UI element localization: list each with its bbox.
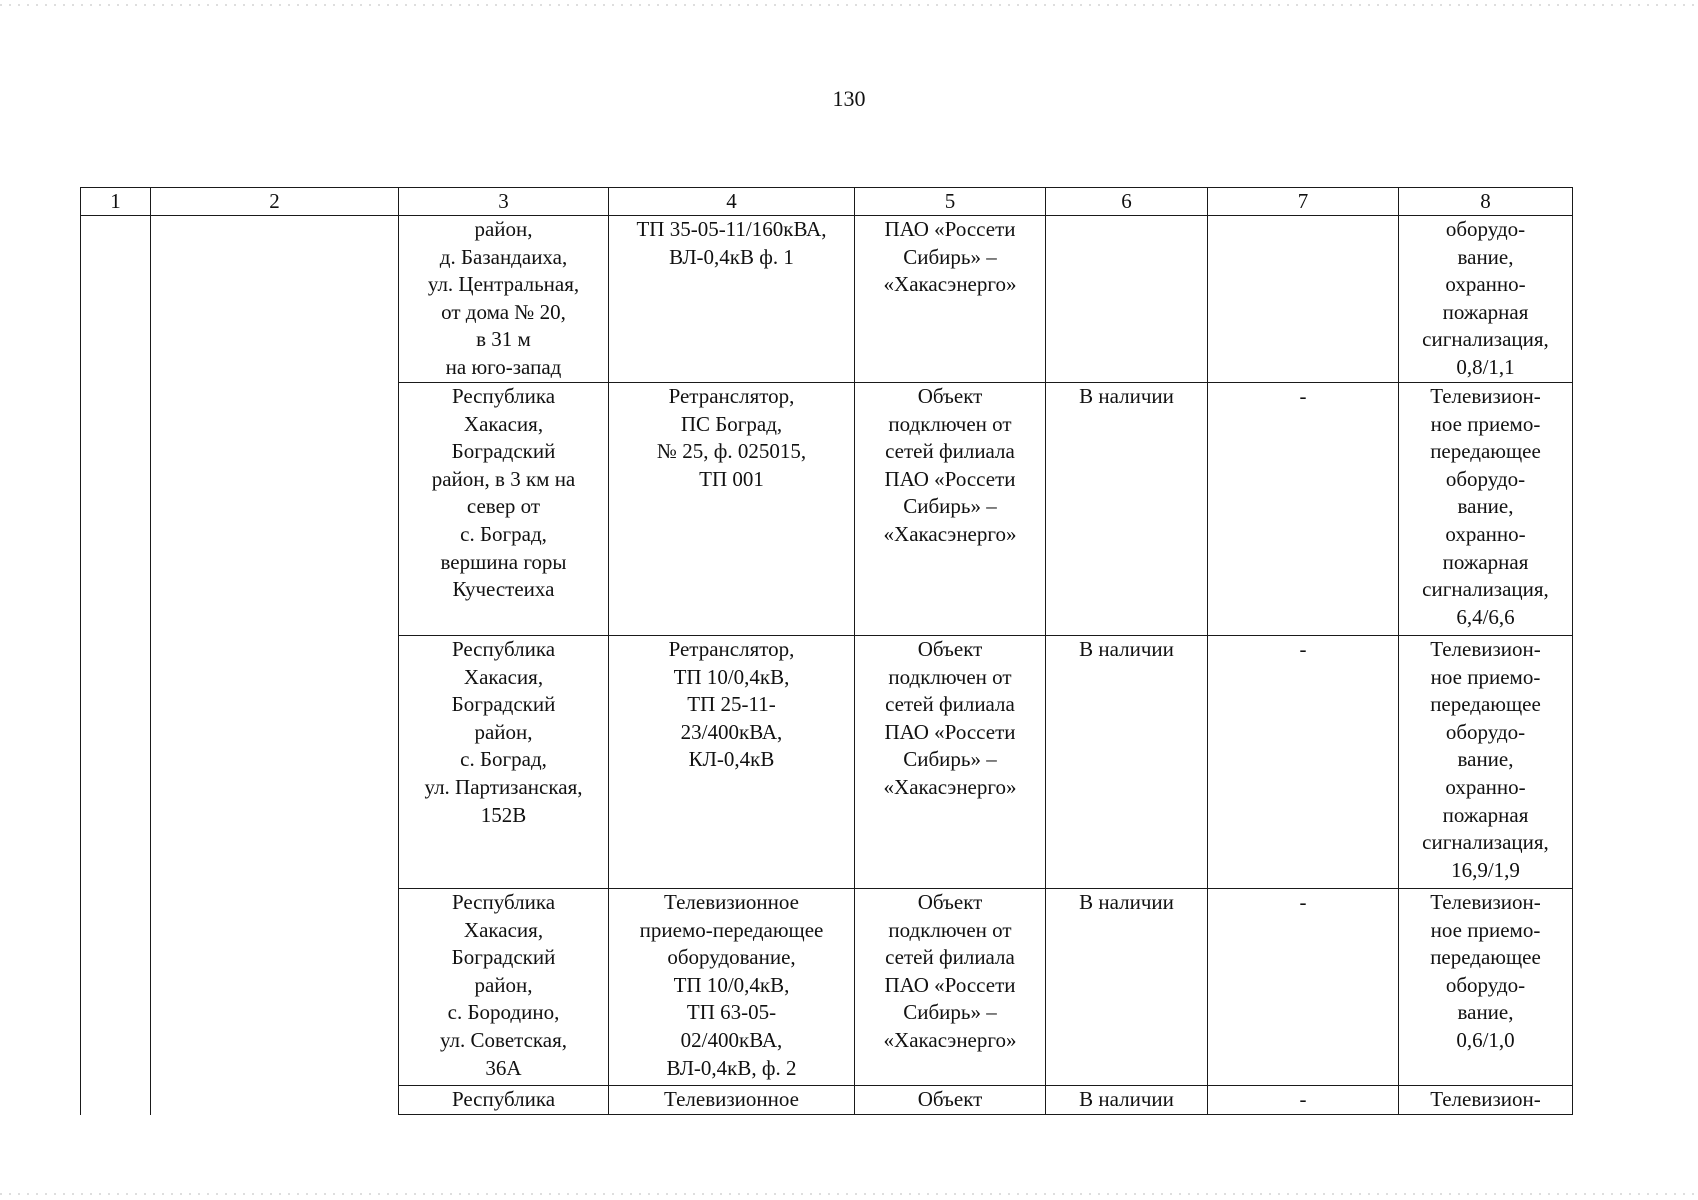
connection-point-cell: Ретранслятор, ТП 10/0,4кВ, ТП 25-11- 23/400кВА, КЛ-0,4кВ (609, 636, 855, 889)
row-number-cell (81, 216, 151, 383)
table-row (81, 889, 1573, 1086)
availability-cell: В наличии (1046, 383, 1208, 636)
network-owner-cell: ПАО «Россети Сибирь» – «Хакасэнерго» (855, 216, 1046, 383)
registry-table (80, 187, 1573, 1115)
row-number-cell (81, 383, 151, 636)
address-cell: Республика Хакасия, Боградский район, с. Бородино, ул. Советская, 36А (399, 889, 609, 1086)
object-name-cell (151, 889, 399, 1086)
equipment-cell: Телевизион- ное приемо- передающее оборудо- вание, 0,6/1,0 (1399, 889, 1573, 1086)
address-cell: Республика (399, 1086, 609, 1115)
table-row (81, 383, 1573, 636)
row-number-cell (81, 889, 151, 1086)
network-owner-cell: Объект подключен от сетей филиала ПАО «Россети Сибирь» – «Хакасэнерго» (855, 383, 1046, 636)
header-col-6: 6 (1046, 188, 1208, 216)
table-row (81, 636, 1573, 889)
equipment-cell: Телевизион- ное приемо- передающее оборудо- вание, охранно- пожарная сигнализация, 6,4/6,6 (1399, 383, 1573, 636)
connection-point-cell: ТП 35-05-11/160кВА, ВЛ-0,4кВ ф. 1 (609, 216, 855, 383)
address-cell: Республика Хакасия, Боградский район, в 3 км на север от с. Боград, вершина горы Кучестеиха (399, 383, 609, 636)
connection-point-cell: Ретранслятор, ПС Боград, № 25, ф. 025015, ТП 001 (609, 383, 855, 636)
row-number-cell (81, 636, 151, 889)
equipment-cell: Телевизион- ное приемо- передающее оборудо- вание, охранно- пожарная сигнализация, 16,9/1,9 (1399, 636, 1573, 889)
availability-cell (1046, 216, 1208, 383)
equipment-cell: Телевизион- (1399, 1086, 1573, 1115)
page-number: 130 (832, 86, 866, 111)
equipment-cell: оборудо- вание, охранно- пожарная сигнализация, 0,8/1,1 (1399, 216, 1573, 383)
scan-noise-bottom (0, 1193, 1698, 1195)
network-owner-cell: Объект (855, 1086, 1046, 1115)
header-col-5: 5 (855, 188, 1046, 216)
header-col-8: 8 (1399, 188, 1573, 216)
address-cell: район, д. Базандаиха, ул. Центральная, от дома № 20, в 31 м на юго-запад (399, 216, 609, 383)
col7-cell: - (1208, 889, 1399, 1086)
address-cell: Республика Хакасия, Боградский район, с. Боград, ул. Партизанская, 152В (399, 636, 609, 889)
header-col-2: 2 (151, 188, 399, 216)
col7-cell: - (1208, 1086, 1399, 1115)
connection-point-cell: Телевизионное приемо-передающее оборудование, ТП 10/0,4кВ, ТП 63-05- 02/400кВА, ВЛ-0,4кВ, ф. 2 (609, 889, 855, 1086)
connection-point-cell: Телевизионное (609, 1086, 855, 1115)
availability-cell: В наличии (1046, 889, 1208, 1086)
network-owner-cell: Объект подключен от сетей филиала ПАО «Россети Сибирь» – «Хакасэнерго» (855, 889, 1046, 1086)
object-name-cell (151, 1086, 399, 1115)
header-row (81, 188, 1573, 216)
network-owner-cell: Объект подключен от сетей филиала ПАО «Россети Сибирь» – «Хакасэнерго» (855, 636, 1046, 889)
header-col-3: 3 (399, 188, 609, 216)
header-col-1: 1 (81, 188, 151, 216)
object-name-cell (151, 216, 399, 383)
col7-cell (1208, 216, 1399, 383)
table-row (81, 1086, 1573, 1115)
availability-cell: В наличии (1046, 636, 1208, 889)
table-row (81, 216, 1573, 383)
col7-cell: - (1208, 383, 1399, 636)
object-name-cell (151, 383, 399, 636)
availability-cell: В наличии (1046, 1086, 1208, 1115)
header-col-7: 7 (1208, 188, 1399, 216)
row-number-cell (81, 1086, 151, 1115)
object-name-cell (151, 636, 399, 889)
col7-cell: - (1208, 636, 1399, 889)
scan-noise-top (0, 4, 1698, 6)
header-col-4: 4 (609, 188, 855, 216)
